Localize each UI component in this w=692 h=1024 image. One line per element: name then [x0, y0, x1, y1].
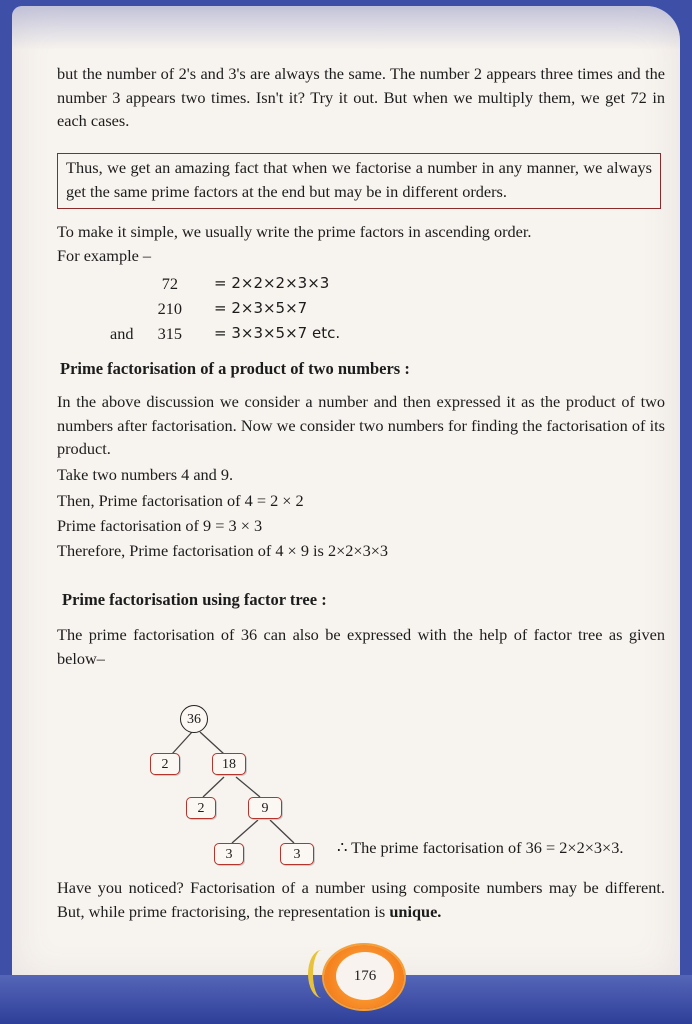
- tree-node-prime: 2: [186, 797, 216, 819]
- tree-node-prime: 3: [214, 843, 244, 865]
- page-number: 176: [336, 952, 394, 1000]
- tree-node-root: 36: [180, 705, 208, 733]
- example-number: 72: [161, 274, 178, 293]
- section-heading-tree: Prime factorisation using factor tree :: [62, 590, 327, 609]
- for-example-label: For example –: [57, 246, 152, 265]
- example-number: 210: [157, 299, 182, 318]
- example-factors: = 2×2×2×3×3: [214, 274, 330, 292]
- product-line: Prime factorisation of 9 = 3 × 3: [57, 516, 263, 535]
- example-number: 315: [157, 324, 182, 343]
- tree-result: ∴ The prime factorisation of 36 = 2×2×3×3.: [337, 838, 624, 857]
- intro-paragraph: but the number of 2's and 3's are always the same. The number 2 appears three times and the number 3 appears two times. Isn't it? Try it out. But when we multiply them, we get 72 in each cases.: [57, 64, 665, 130]
- tree-node-prime: 3: [280, 843, 314, 865]
- closing-paragraph: [57, 876, 665, 923]
- example-factors: = 3×3×5×7 etc.: [214, 324, 341, 342]
- section-heading-product: Prime factorisation of a product of two numbers :: [60, 359, 410, 378]
- tree-node-composite: 18: [212, 753, 246, 775]
- ascending-order-line: To make it simple, we usually write the prime factors in ascending order.: [57, 222, 532, 241]
- product-line: Therefore, Prime factorisation of 4 × 9 is 2×2×3×3: [57, 541, 389, 560]
- example-prefix: and: [110, 324, 134, 343]
- product-line: Then, Prime factorisation of 4 = 2 × 2: [57, 491, 304, 510]
- closing-bold-word: unique.: [389, 901, 442, 921]
- product-line: Take two numbers 4 and 9.: [57, 465, 234, 484]
- highlight-box: Thus, we get an amazing fact that when we factorise a number in any manner, we always get the same prime factors at the end but may be in different orders.: [57, 153, 661, 209]
- tree-node-composite: 9: [248, 797, 282, 819]
- product-paragraph: In the above discussion we consider a number and then expressed it as the product of two numbers after factorisation. Now we consider two numbers for finding the factorisation of its product.: [57, 392, 665, 458]
- tree-node-prime: 2: [150, 753, 180, 775]
- closing-text: Have you noticed? Factorisation of a number using composite numbers may be different. But, while prime fractorising, the representation is: [57, 878, 665, 921]
- example-factors: = 2×3×5×7: [214, 299, 308, 317]
- tree-paragraph: The prime factorisation of 36 can also be expressed with the help of factor tree as given below–: [57, 625, 665, 668]
